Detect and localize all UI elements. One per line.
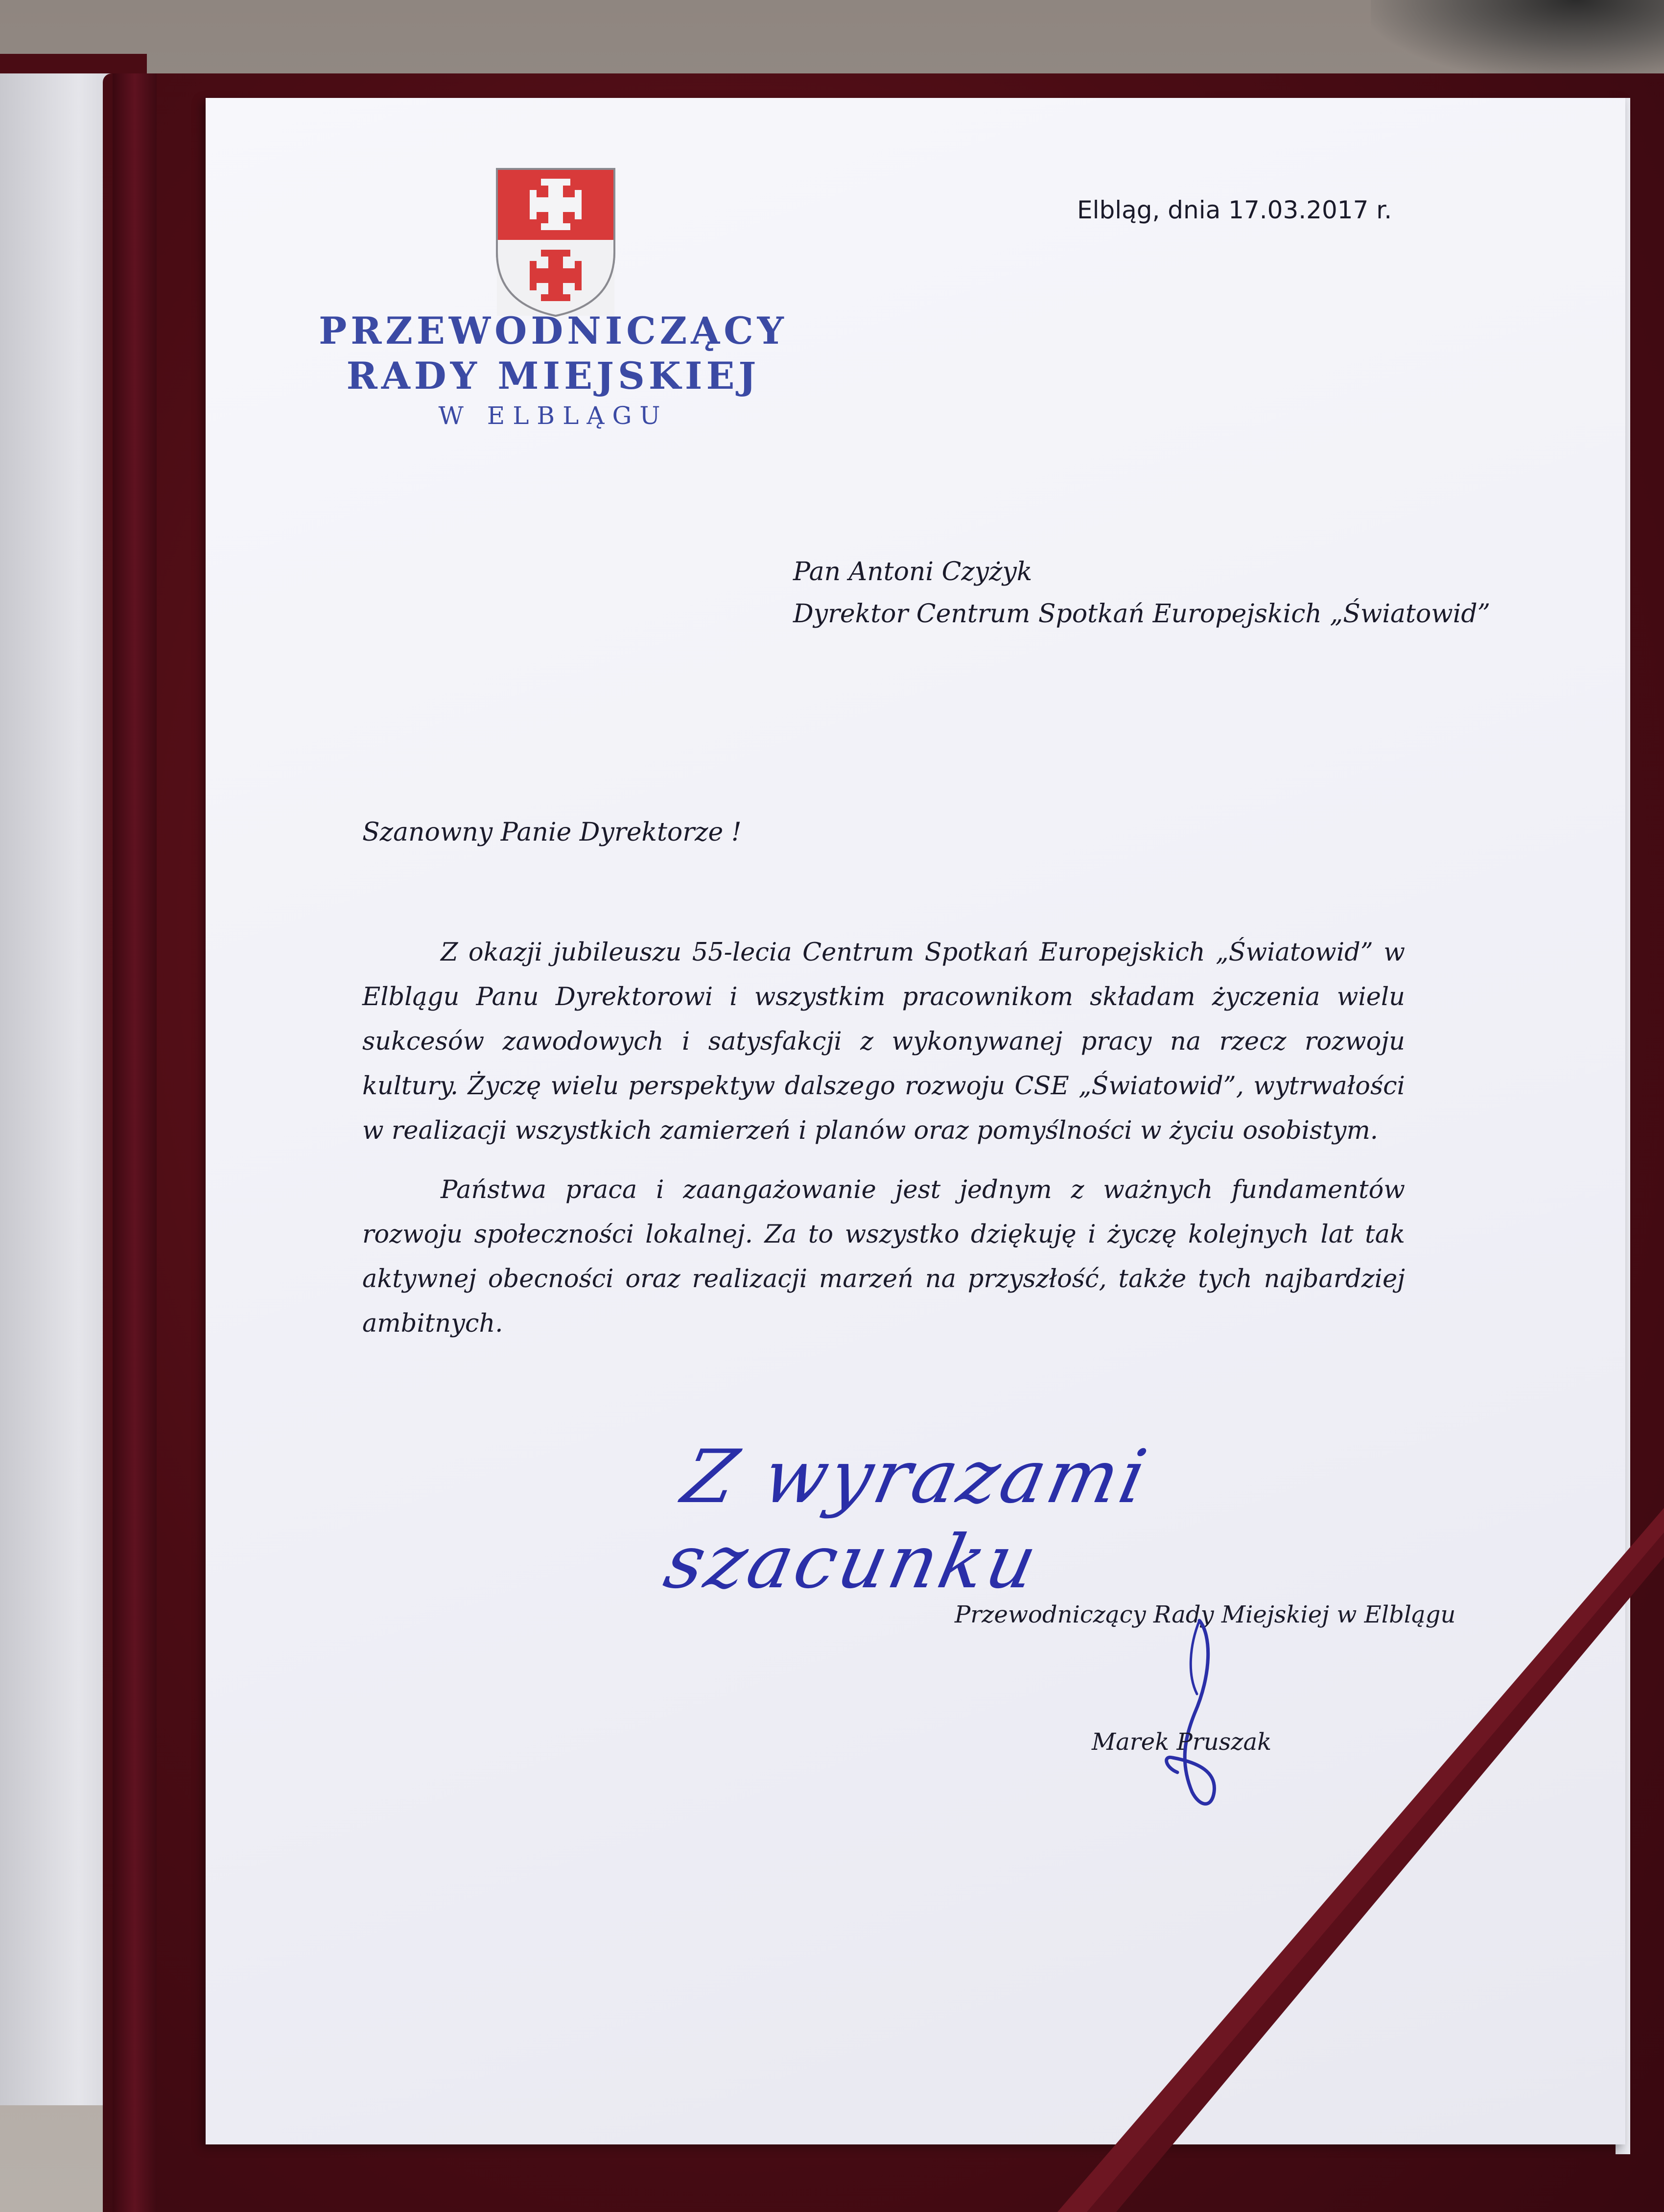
handwritten-greeting: Z wyrazami szacunku	[657, 1435, 1156, 1605]
body-paragraph-1: Z okazji jubileuszu 55-lecia Centrum Spotkań Europejskich „Światowid” w Elblągu Panu Dyrektorowi i wszystkim pracownikom składam życzenia wielu sukcesów zawodowych i satysfakcji z wykonywanej pracy na rzecz rozwoju kultury. Życzę wielu perspektyw dalszego rozwoju CSE „Światowid”, wytrwałości w realizacji wszystkich zamierzeń i planów oraz pomyślności w życiu osobistym.	[362, 938, 1405, 1145]
folder-corner-band	[1057, 1479, 1664, 2212]
salutation: Szanowny Panie Dyrektorze !	[362, 818, 742, 847]
body-paragraph-2: Państwa praca i zaangażowanie jest jednym z ważnych fundamentów rozwoju społeczności lokalnej. Za to wszystko dziękuję i życzę kolejnych lat tak aktywnej obecności oraz realizacji marzeń na przyszłość, także tych najbardziej ambitnych.	[362, 1176, 1405, 1338]
folder-spine	[113, 73, 157, 2212]
coat-of-arms-icon	[494, 166, 617, 318]
signature-title: Przewodniczący Rady Miejskiej w Elblągu	[955, 1601, 1456, 1628]
signature-name: Marek Pruszak	[1092, 1728, 1272, 1756]
letterhead-title	[304, 308, 803, 433]
recipient-block	[793, 551, 1527, 635]
recipient-title: Dyrektor Centrum Spotkań Europejskich „Światowid”	[793, 599, 1491, 629]
recipient-name: Pan Antoni Czyżyk	[793, 557, 1032, 587]
left-page	[0, 73, 116, 2105]
letterhead-line-1: PRZEWODNICZĄCY	[319, 309, 788, 353]
top-shadow	[1371, 0, 1664, 78]
left-folder-edge	[0, 54, 147, 73]
date-line: Elbląg, dnia 17.03.2017 r.	[1077, 196, 1392, 224]
letterhead-line-3: W ELBLĄGU	[438, 401, 668, 430]
letterhead-line-2: RADY MIEJSKIEJ	[346, 354, 760, 398]
